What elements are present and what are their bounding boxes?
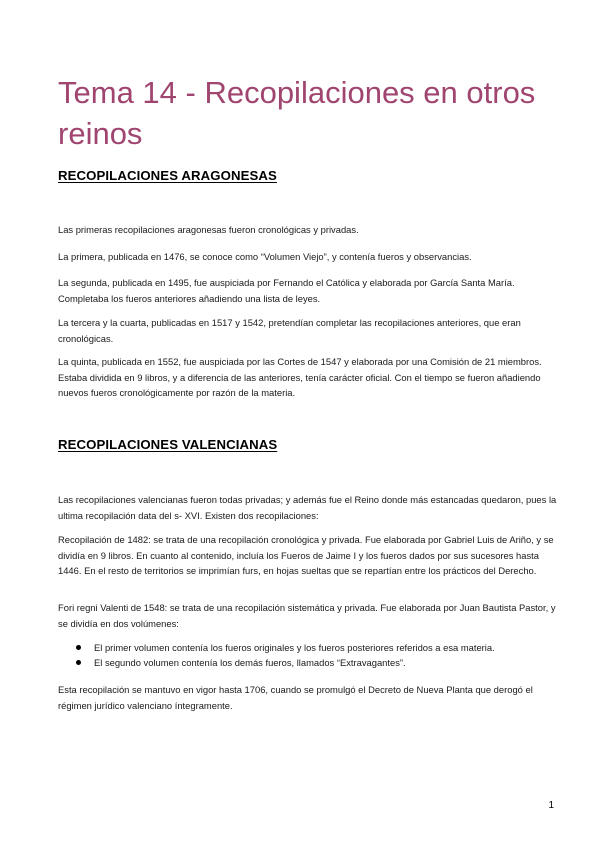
bullet-icon: [76, 645, 81, 650]
paragraph: Esta recopilación se mantuvo en vigor hasta 1706, cuando se promulgó el Decreto de Nueva Planta que derogó el régimen jurídico valenciano íntegramente.: [58, 684, 533, 711]
list-item-text: El primer volumen contenía los fueros originales y los fueros posteriores referidos a esa materia.: [94, 642, 495, 653]
paragraph: La quinta, publicada en 1552, fue auspiciada por las Cortes de 1547 y elaborada por una Comisión de 21 miembros. Estaba dividida en 9 libros, y a diferencia de las anteriores, tenía carácter oficial. Con el tiempo se fueron añadiendo nuevos fueros cronológicamente por razón de la materia.: [58, 356, 542, 398]
paragraph: Recopilación de 1482: se trata de una recopilación cronológica y privada. Fue elaborada por Gabriel Luis de Ariño, y se dividía en 9 libros. En cuanto al contenido, incluía los Fueros de Jaime I y los fueros dados por sus sucesores hasta 1446. En el resto de territorios se imprimían furs, en hojas sueltas que se repartían entre los prácticos del Derecho.: [58, 534, 554, 576]
section-heading-aragonesas: RECOPILACIONES ARAGONESAS: [58, 168, 277, 183]
paragraph: Fori regni Valenti de 1548: se trata de una recopilación sistemática y privada. Fue elaborada por Juan Bautista Pastor, y se dividía en dos volúmenes:: [58, 602, 556, 629]
list-item-text: El segundo volumen contenía los demás fueros, llamados “Extravagantes”.: [94, 657, 406, 668]
paragraph: La primera, publicada en 1476, se conoce como “Volumen Viejo”, y contenía fueros y observancias.: [58, 251, 472, 262]
list-item: [58, 655, 558, 670]
paragraph: La segunda, publicada en 1495, fue auspiciada por Fernando el Católica y elaborada por García Santa María. Completaba los fueros anteriores añadiendo una lista de leyes.: [58, 277, 515, 304]
bullet-icon: [76, 660, 81, 665]
paragraph: Las primeras recopilaciones aragonesas fueron cronológicas y privadas.: [58, 224, 359, 235]
list-item: [58, 640, 558, 655]
bullet-list: [58, 640, 558, 670]
paragraph: Las recopilaciones valencianas fueron todas privadas; y además fue el Reino donde más estancadas quedaron, pues la ultima recopilación data del s- XVI. Existen dos recopilaciones:: [58, 494, 557, 521]
document-title: Tema 14 - Recopilaciones en otros reinos: [58, 75, 536, 151]
section-heading-valencianas: RECOPILACIONES VALENCIANAS: [58, 437, 278, 452]
page-number: 1: [548, 800, 554, 811]
paragraph: La tercera y la cuarta, publicadas en 1517 y 1542, pretendían completar las recopilaciones anteriores, que eran cronológicas.: [58, 317, 521, 344]
